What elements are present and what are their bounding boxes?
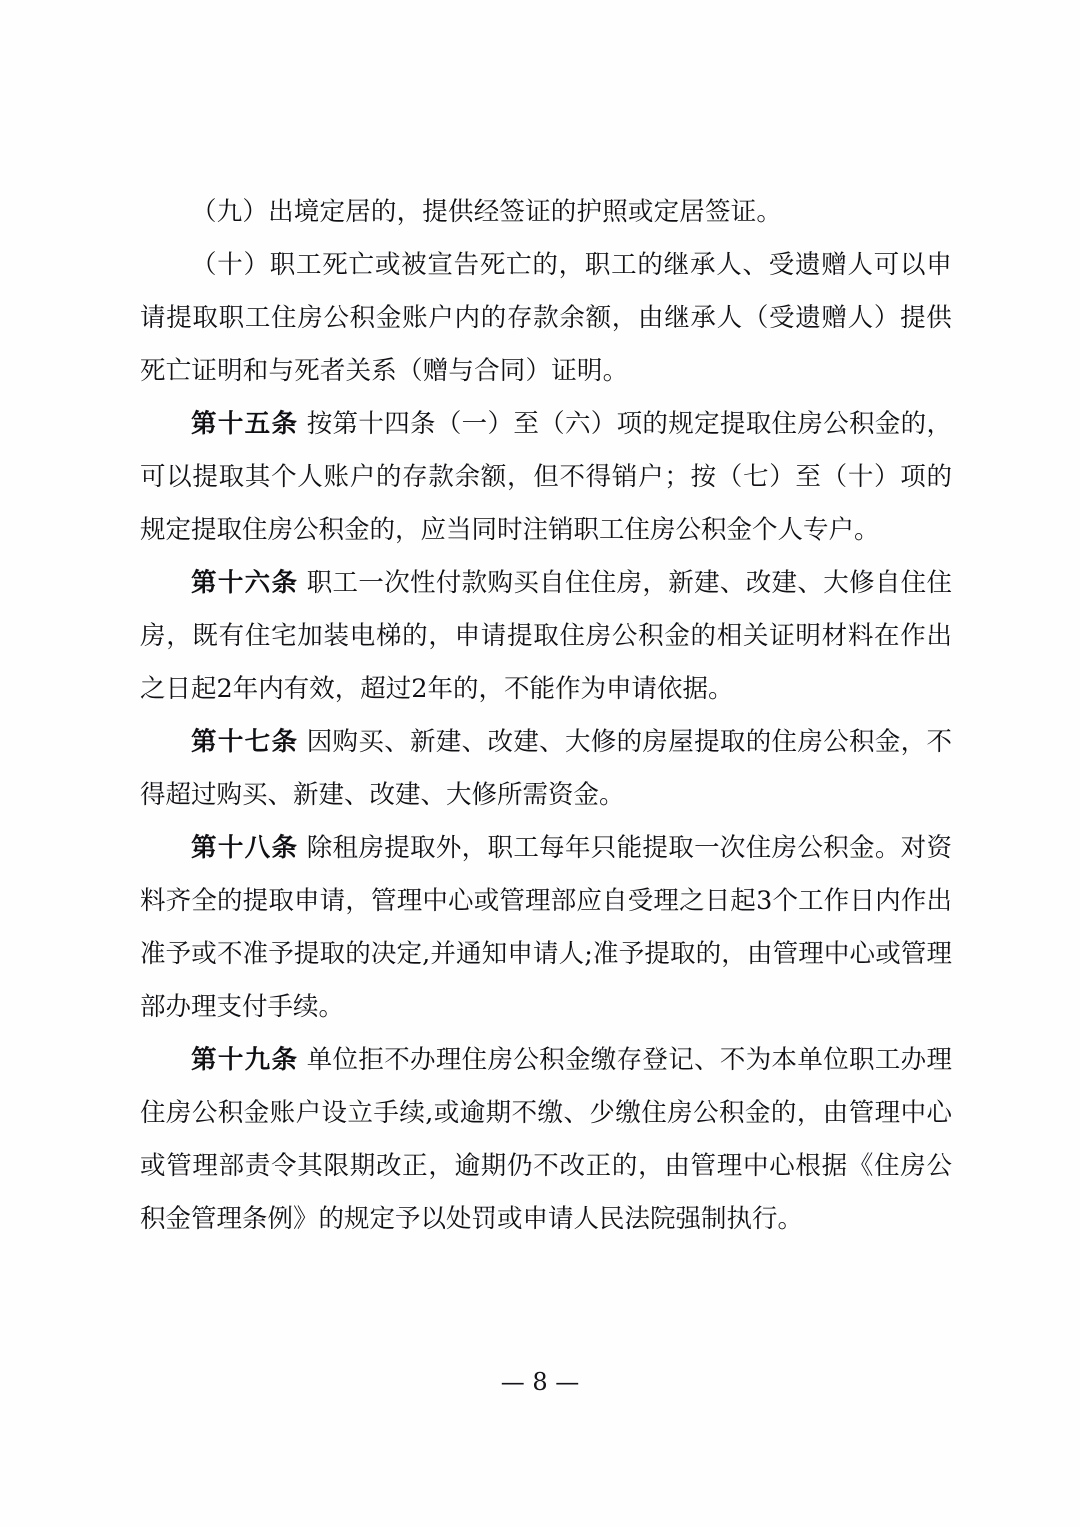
article-text: 单位拒不办理住房公积金缴存登记、不为本单位职工办理住房公积金账户设立手续,或逾期不缴、少缴住房公积金的，由管理中心或管理部责令其限期改正，逾期仍不改正的，由管理中心根据《住房公积金管理条例》的规定予以处罚或申请人民法院强制执行。 <box>140 1045 952 1234</box>
article-paragraph <box>140 398 952 557</box>
article-label: 第十七条 <box>191 727 299 757</box>
article-label: 第十九条 <box>191 1045 299 1075</box>
article-label: 第十六条 <box>191 568 299 598</box>
list-item: （九）出境定居的，提供经签证的护照或定居签证。 <box>191 197 783 227</box>
page-number: — 8 — <box>500 1368 580 1396</box>
article-paragraph <box>140 822 952 1034</box>
article-paragraph <box>140 557 952 716</box>
article-text: 职工一次性付款购买自住住房，新建、改建、大修自住住房，既有住宅加装电梯的，申请提取住房公积金的相关证明材料在作出之日起2年内有效，超过2年的，不能作为申请依据。 <box>140 568 952 704</box>
article-paragraph <box>140 716 952 822</box>
article-text: 除租房提取外，职工每年只能提取一次住房公积金。对资料齐全的提取申请，管理中心或管理部应自受理之日起3个工作日内作出准予或不准予提取的决定,并通知申请人;准予提取的，由管理中心或管理部办理支付手续。 <box>140 833 952 1022</box>
article-label: 第十八条 <box>191 833 299 863</box>
article-text: 因购买、新建、改建、大修的房屋提取的住房公积金，不得超过购买、新建、改建、大修所需资金。 <box>140 727 952 810</box>
document-body <box>140 186 952 1246</box>
article-paragraph <box>140 1034 952 1246</box>
article-text: 按第十四条（一）至（六）项的规定提取住房公积金的，可以提取其个人账户的存款余额，但不得销户；按（七）至（十）项的规定提取住房公积金的，应当同时注销职工住房公积金个人专户。 <box>140 409 952 545</box>
article-label: 第十五条 <box>191 409 299 439</box>
list-item: （十）职工死亡或被宣告死亡的，职工的继承人、受遗赠人可以申请提取职工住房公积金账户内的存款余额，由继承人（受遗赠人）提供死亡证明和与死者关系（赠与合同）证明。 <box>140 250 952 386</box>
